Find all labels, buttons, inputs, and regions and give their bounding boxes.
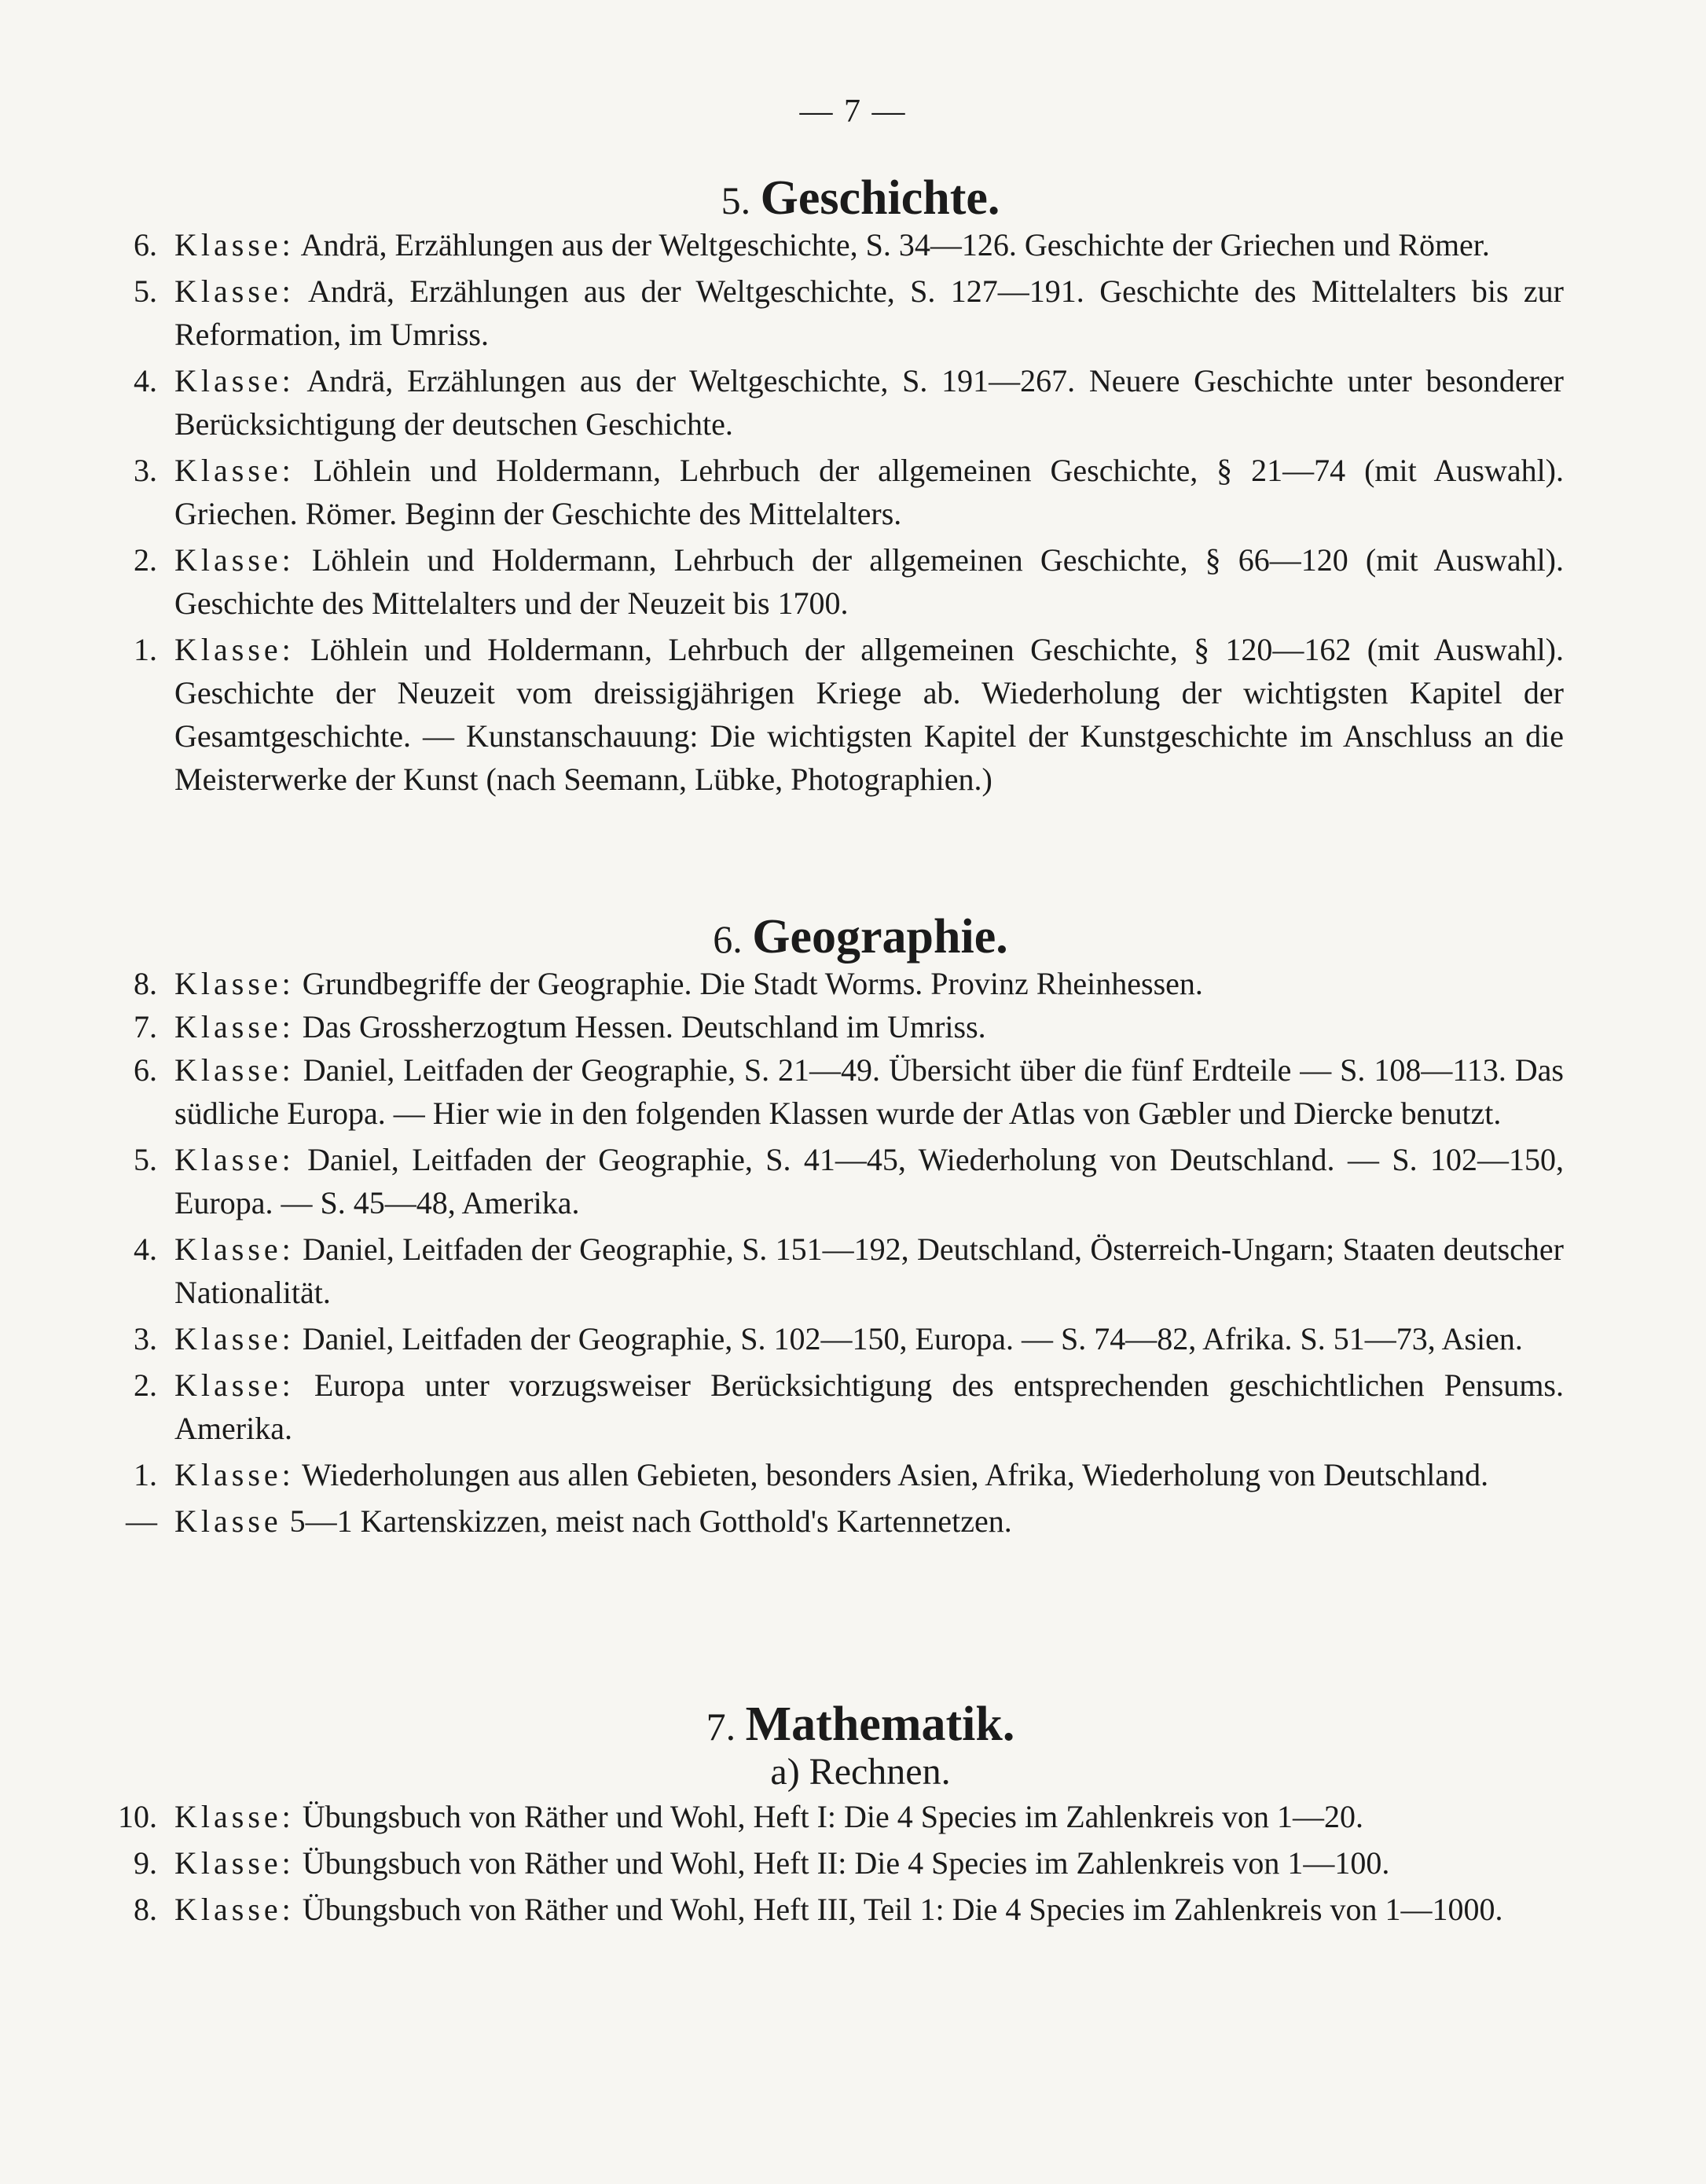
entry-text: Europa unter vorzugsweiser Berücksichtigung des entsprechenden geschichtlichen Pensums. Amerika. — [174, 1367, 1564, 1446]
entry-text: Wiederholungen aus allen Gebieten, besonders Asien, Afrika, Wiederholung von Deutschland. — [302, 1457, 1489, 1492]
list-item — [134, 628, 1564, 801]
section-heading — [157, 1699, 1564, 1749]
class-number: 7. — [134, 1009, 157, 1044]
list-item — [134, 1364, 1564, 1450]
class-number: 8. — [134, 966, 157, 1001]
section-heading — [157, 173, 1564, 223]
class-number: 4. — [134, 1231, 157, 1267]
entry-text: Übungsbuch von Räther und Wohl, Heft I: Die 4 Species im Zahlenkreis von 1—20. — [302, 1799, 1364, 1834]
class-label: Klasse: — [174, 542, 295, 578]
list-item — [134, 962, 1564, 1005]
class-number: 3. — [134, 453, 157, 488]
list-item — [134, 1841, 1564, 1885]
class-number: 9. — [134, 1845, 157, 1881]
class-number: 1. — [134, 632, 157, 667]
list-item — [126, 1499, 1564, 1543]
section-heading — [157, 912, 1564, 962]
entry-text: Löhlein und Holdermann, Lehrbuch der allgemeinen Geschichte, § 120—162 (mit Auswahl). Geschichte der Neuzeit vom dreissigjährigen Kriege ab. Wiederholung der wichtigsten Kapitel der Gesamtgeschichte. — Kunstanschauung: Die wichtigsten Kapitel der Kunstgeschichte im Anschluss an die Meisterwerke der Kunst (nach Seemann, Lübke, Photographien.) — [174, 632, 1564, 797]
class-label: Klasse: — [174, 1231, 295, 1267]
heading-number: 7. — [706, 1705, 736, 1749]
class-number: 5. — [134, 273, 157, 309]
list-item — [134, 1138, 1565, 1224]
class-label: Klasse: — [174, 1367, 295, 1403]
class-label: Klasse: — [174, 966, 295, 1001]
section-geschichte — [134, 171, 1565, 804]
list-item — [134, 1048, 1564, 1135]
class-label: Klasse: — [174, 1321, 295, 1356]
section-mathematik — [118, 1698, 1564, 1934]
class-label: Klasse: — [174, 632, 295, 667]
class-label: Klasse: — [174, 1457, 295, 1492]
class-label: Klasse: — [174, 227, 295, 262]
entry-text: Übungsbuch von Räther und Wohl, Heft II: Die 4 Species im Zahlenkreis von 1—100. — [302, 1845, 1390, 1881]
class-label: Klasse: — [174, 363, 295, 398]
entry-text: Löhlein und Holdermann, Lehrbuch der allgemeinen Geschichte, § 66—120 (mit Auswahl). Geschichte des Mittelalters und der Neuzeit bis 1700. — [174, 542, 1565, 621]
class-label: Klasse: — [174, 1052, 295, 1088]
entry-text: 5—1 Kartenskizzen, meist nach Gotthold's Kartennetzen. — [289, 1503, 1012, 1539]
list-item — [134, 1888, 1564, 1931]
entry-text: Daniel, Leitfaden der Geographie, S. 151—192, Deutschland, Österreich-Ungarn; Staaten deutscher Nationalität. — [174, 1231, 1564, 1310]
class-label: Klasse: — [174, 1009, 295, 1044]
list-item — [118, 1795, 1564, 1838]
class-label: Klasse: — [174, 1142, 295, 1177]
class-number: 6. — [134, 1052, 157, 1088]
class-label: Klasse: — [174, 1892, 295, 1927]
heading-title: Mathematik. — [745, 1698, 1015, 1751]
class-number: 8. — [134, 1892, 157, 1927]
class-label: Klasse: — [174, 273, 295, 309]
list-item — [134, 270, 1564, 356]
page-number: — 7 — — [799, 94, 907, 130]
list-item — [134, 449, 1565, 535]
entry-text: Andrä, Erzählungen aus der Weltgeschichte, S. 127—191. Geschichte des Mittelalters bis zur Reformation, im Umriss. — [174, 273, 1564, 352]
list-item — [134, 1228, 1564, 1314]
entry-text: Löhlein und Holdermann, Lehrbuch der allgemeinen Geschichte, § 21—74 (mit Auswahl). Griechen. Römer. Beginn der Geschichte des Mittelalters. — [174, 453, 1565, 531]
class-number: 5. — [134, 1142, 157, 1177]
class-number: 4. — [134, 363, 157, 398]
list-item — [134, 1453, 1564, 1496]
heading-title: Geschichte. — [760, 171, 1000, 225]
heading-title: Geographie. — [752, 910, 1008, 964]
class-label: Klasse: — [174, 1799, 295, 1834]
entry-text: Das Grossherzogtum Hessen. Deutschland im Umriss. — [302, 1009, 986, 1044]
class-number: 10. — [118, 1799, 157, 1834]
list-item — [134, 359, 1564, 446]
entry-text: Grundbegriffe der Geographie. Die Stadt Worms. Provinz Rheinhessen. — [302, 966, 1203, 1001]
list-item — [134, 538, 1565, 625]
class-label: Klasse: — [174, 1845, 295, 1881]
list-item — [134, 1317, 1564, 1360]
entry-text: Daniel, Leitfaden der Geographie, S. 41—45, Wiederholung von Deutschland. — S. 102—150, Europa. — S. 45—48, Amerika. — [174, 1142, 1565, 1220]
section-geographie — [126, 910, 1565, 1546]
list-item — [134, 1005, 1564, 1048]
class-number: 1. — [134, 1457, 157, 1492]
class-number: 2. — [134, 542, 157, 578]
class-label: Klasse — [174, 1503, 282, 1539]
heading-number: 5. — [721, 178, 751, 222]
subsection-heading: a) Rechnen. — [770, 1751, 951, 1793]
class-label: Klasse: — [174, 453, 295, 488]
list-item — [134, 223, 1564, 266]
class-number: 6. — [134, 227, 157, 262]
entry-text: Daniel, Leitfaden der Geographie, S. 21—49. Übersicht über die fünf Erdteile — S. 108—113. Das südliche Europa. — Hier wie in den folgenden Klassen wurde der Atlas von Gæbler und Diercke benutzt. — [174, 1052, 1564, 1131]
entry-text: Andrä, Erzählungen aus der Weltgeschichte, S. 34—126. Geschichte der Griechen und Römer. — [300, 227, 1490, 262]
class-number: 3. — [134, 1321, 157, 1356]
heading-number: 6. — [713, 917, 743, 961]
entry-text: Andrä, Erzählungen aus der Weltgeschichte, S. 191—267. Neuere Geschichte unter besonderer Berücksichtigung der deutschen Geschichte. — [174, 363, 1564, 442]
class-number: — — [126, 1503, 157, 1539]
entry-text: Daniel, Leitfaden der Geographie, S. 102—150, Europa. — S. 74—82, Afrika. S. 51—73, Asien. — [302, 1321, 1523, 1356]
entry-text: Übungsbuch von Räther und Wohl, Heft III, Teil 1: Die 4 Species im Zahlenkreis von 1—1000. — [302, 1892, 1503, 1927]
class-number: 2. — [134, 1367, 157, 1403]
